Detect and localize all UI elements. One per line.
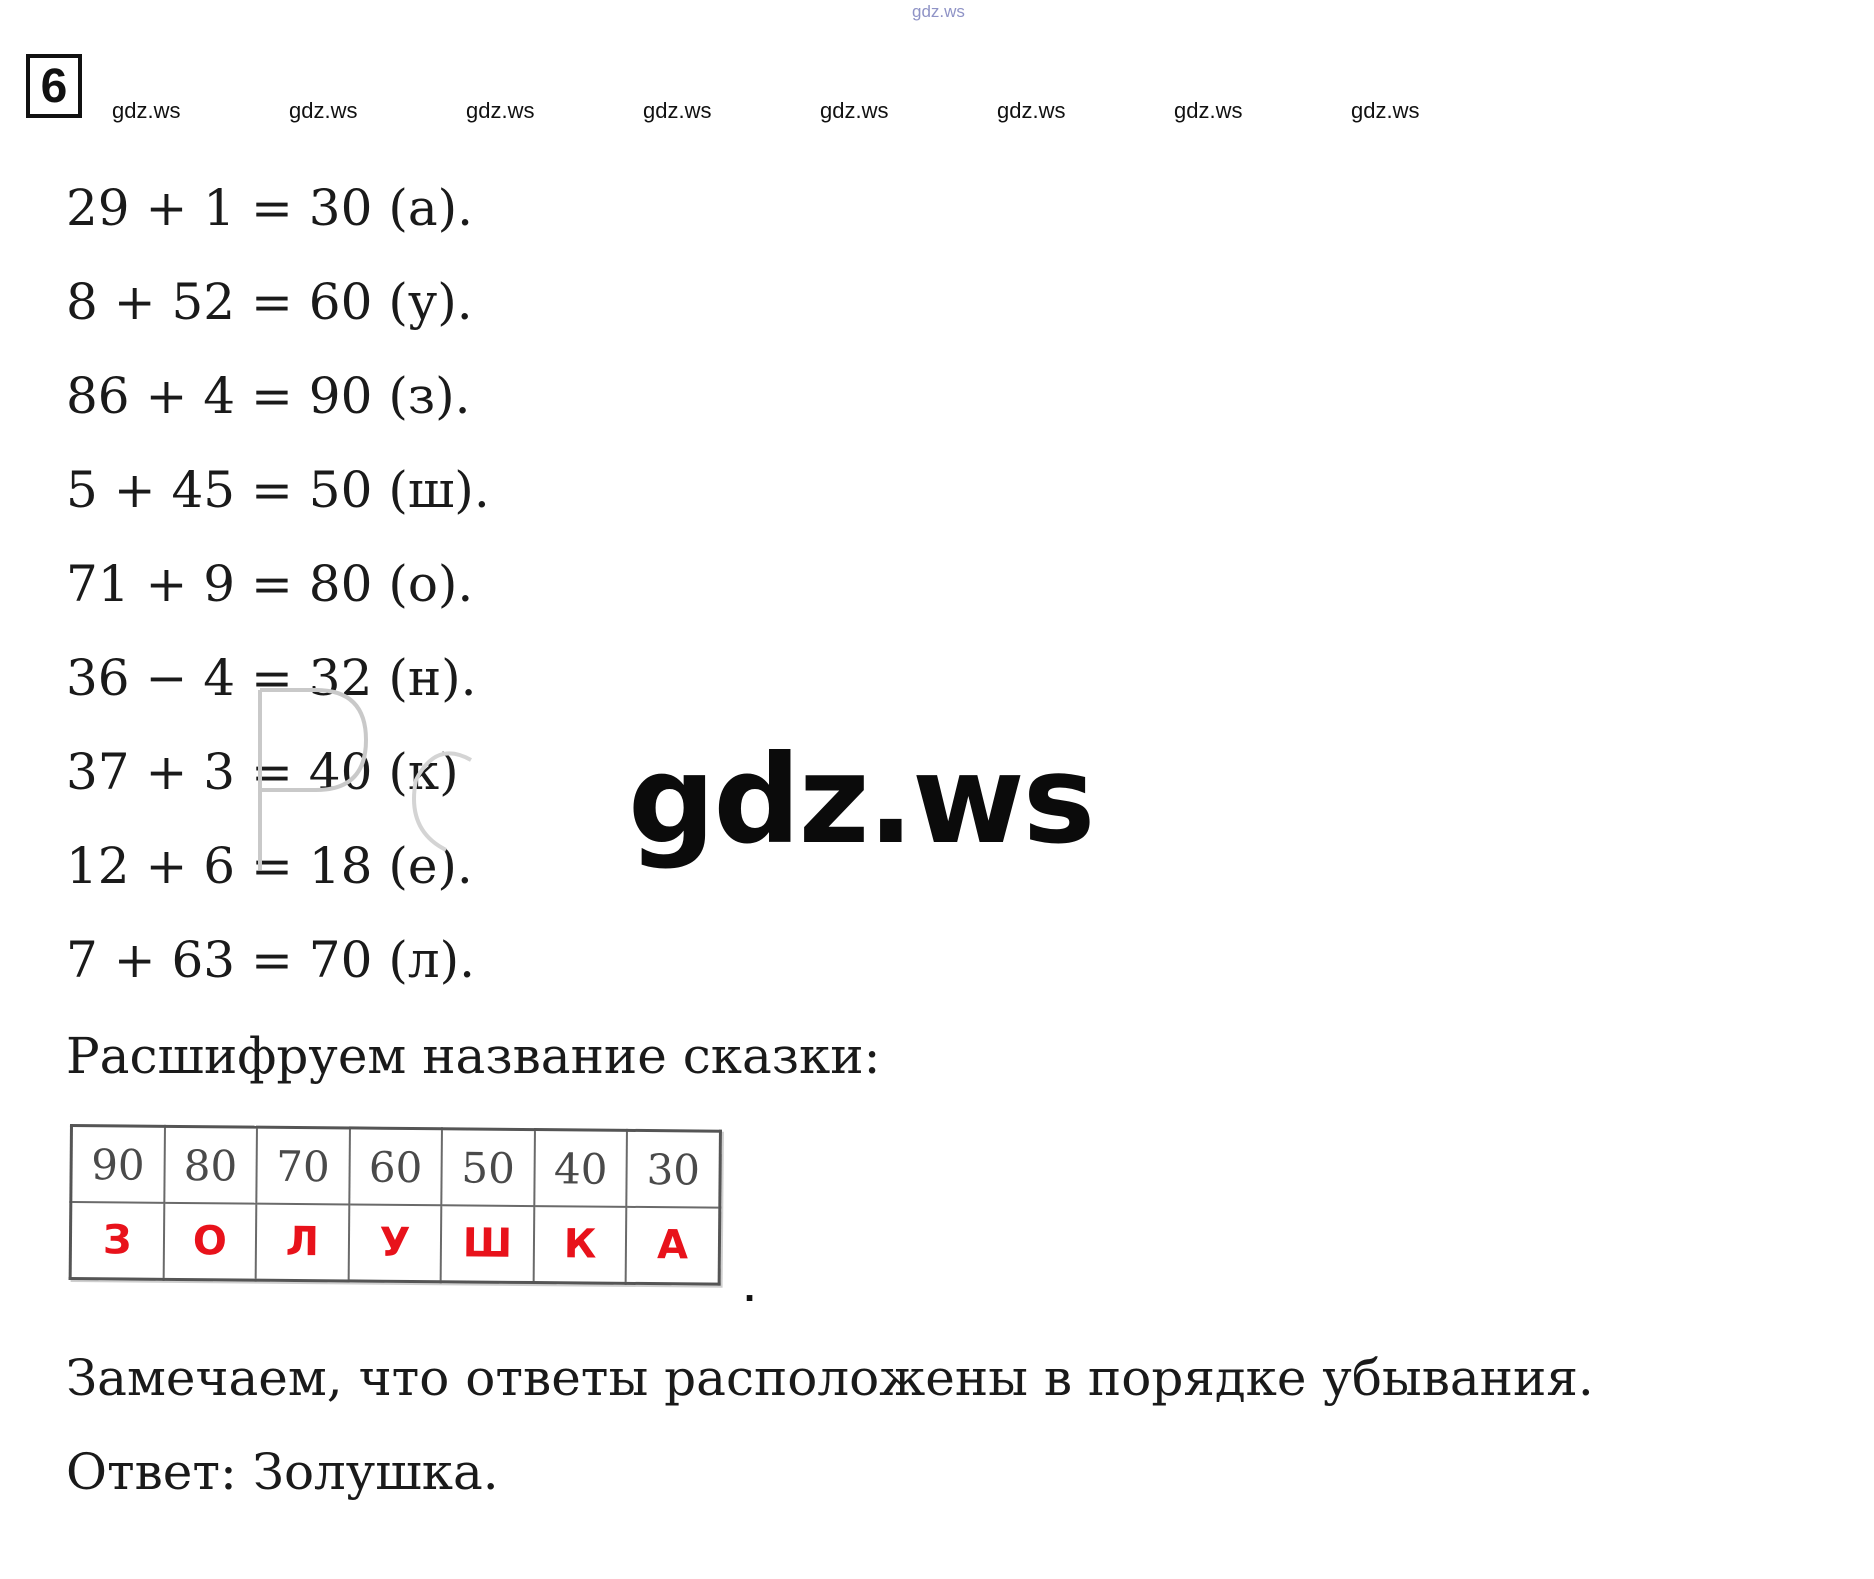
letter-cell: А bbox=[626, 1207, 720, 1284]
equation-6: 36 − 4 = 32 (н). bbox=[66, 649, 477, 707]
watermark-text: gdz.ws bbox=[289, 98, 358, 123]
equation-2: 8 + 52 = 60 (у). bbox=[66, 273, 473, 331]
decode-table bbox=[69, 1124, 722, 1286]
watermark-text: gdz.ws bbox=[820, 98, 889, 123]
top-watermark: gdz.ws bbox=[912, 2, 965, 21]
watermark-text: gdz.ws bbox=[1174, 98, 1243, 123]
equation-9: 7 + 63 = 70 (л). bbox=[66, 931, 475, 989]
equation-5: 71 + 9 = 80 (о). bbox=[66, 555, 474, 613]
number-cell: 60 bbox=[349, 1128, 442, 1205]
watermark-row bbox=[0, 98, 1500, 128]
equation-8: 12 + 6 = 18 (е). bbox=[66, 837, 473, 895]
equation-1: 29 + 1 = 30 (а). bbox=[66, 179, 474, 237]
letter-cell: У bbox=[348, 1204, 441, 1281]
letter-cell: З bbox=[70, 1202, 164, 1279]
decode-table-wrap bbox=[69, 1124, 730, 1286]
watermark-text: gdz.ws bbox=[466, 98, 535, 123]
number-cell: 70 bbox=[256, 1127, 349, 1204]
number-cell: 30 bbox=[627, 1130, 721, 1207]
task-number-box: 6 bbox=[26, 54, 82, 118]
equation-3: 86 + 4 = 90 (з). bbox=[66, 367, 471, 425]
letters-row bbox=[70, 1202, 720, 1284]
numbers-row bbox=[71, 1126, 721, 1208]
letter-cell: Л bbox=[256, 1204, 349, 1281]
number-cell: 40 bbox=[534, 1130, 627, 1207]
letter-cell: Ш bbox=[441, 1205, 534, 1282]
observation-text: Замечаем, что ответы расположены в порядке убывания. bbox=[66, 1349, 1594, 1407]
equation-7: 37 + 3 = 40 (к) bbox=[66, 743, 459, 801]
watermark-text: gdz.ws bbox=[1351, 98, 1420, 123]
answer-text: Ответ: Золушка. bbox=[66, 1443, 499, 1501]
large-watermark: gdz.ws bbox=[628, 729, 1094, 871]
watermark-text: gdz.ws bbox=[643, 98, 712, 123]
letter-cell: К bbox=[533, 1206, 626, 1283]
number-cell: 90 bbox=[71, 1126, 165, 1203]
watermark-text: gdz.ws bbox=[112, 98, 181, 123]
letter-cell: О bbox=[163, 1203, 256, 1280]
number-cell: 50 bbox=[442, 1129, 535, 1206]
trailing-period: . bbox=[744, 1266, 756, 1310]
equation-4: 5 + 45 = 50 (ш). bbox=[66, 461, 490, 519]
decode-intro: Расшифруем название сказки: bbox=[66, 1027, 881, 1085]
number-cell: 80 bbox=[164, 1126, 257, 1203]
watermark-text: gdz.ws bbox=[997, 98, 1066, 123]
